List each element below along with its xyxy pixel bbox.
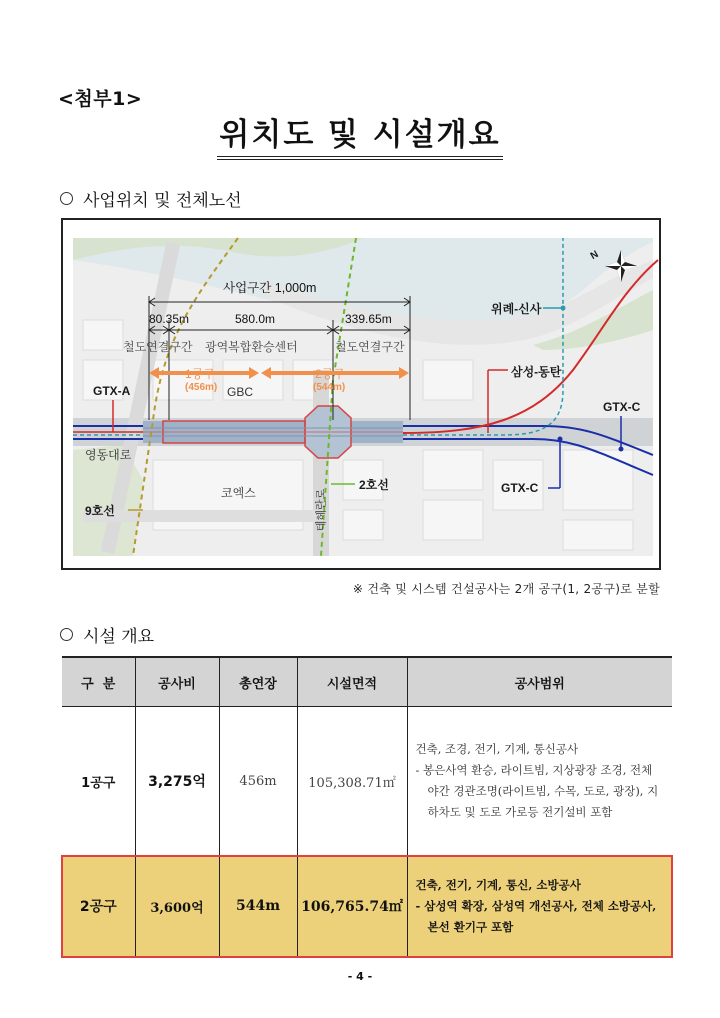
cell-area: 105,308.71㎡ xyxy=(297,707,407,856)
yeongdong-daero-label: 영동대로 xyxy=(85,448,132,462)
samsung-dongtan-label: 삼성-동탄 xyxy=(511,365,562,379)
cell-scope xyxy=(407,707,672,856)
circle-bullet-icon xyxy=(60,192,73,205)
header-division: 구 분 xyxy=(62,657,135,707)
header-cost: 공사비 xyxy=(135,657,219,707)
lot2-label: 2공구 xyxy=(315,367,345,381)
table-header-row xyxy=(62,657,672,707)
zone-label-rail-link-east: 철도연결구간 xyxy=(335,340,405,354)
construction-split-note: ※ 건축 및 시스템 건설공사는 2개 공구(1, 2공구)로 분할 xyxy=(352,582,660,596)
cell-length: 456m xyxy=(219,707,297,856)
zone-label-rail-link-west: 철도연결구간 xyxy=(123,340,193,354)
cell-area: 106,765.74㎡ xyxy=(297,856,407,957)
table-row xyxy=(62,707,672,856)
section-heading-text: 사업위치 및 전체노선 xyxy=(83,191,242,211)
teheran-ro-label: 테헤란로 xyxy=(315,488,328,532)
gbc-label: GBC xyxy=(227,385,254,399)
circle-bullet-icon xyxy=(60,628,73,641)
section-heading-location xyxy=(60,186,242,211)
wirye-sinsa-label: 위례-신사 xyxy=(491,302,542,316)
lot2-length: (544m) xyxy=(313,382,346,393)
page-number: - 4 - xyxy=(347,970,373,983)
section-heading-facility xyxy=(60,622,154,647)
cell-division: 2공구 xyxy=(62,856,135,957)
header-area: 시설면적 xyxy=(297,657,407,707)
project-section-label: 사업구간 1,000m xyxy=(223,281,317,295)
section-heading-text: 시설 개요 xyxy=(83,627,155,647)
facility-overview-table xyxy=(62,656,672,957)
cell-scope xyxy=(407,856,672,957)
attachment-label: <첨부1> xyxy=(58,88,143,110)
scope-main: 건축, 조경, 전기, 기계, 통신공사 xyxy=(415,742,579,756)
compass-north-label: N xyxy=(588,248,601,263)
page-title: 위치도 및 시설개요 xyxy=(217,118,502,160)
line2-label: 2호선 xyxy=(359,478,389,492)
gtx-c-south-label: GTX-C xyxy=(501,481,539,495)
gtx-a-label: GTX-A xyxy=(93,384,131,398)
header-scope: 공사범위 xyxy=(407,657,672,707)
scope-main: 건축, 전기, 기계, 통신, 소방공사 xyxy=(415,877,581,892)
scope-detail: - 삼성역 확장, 삼성역 개선공사, 전체 소방공사, 본선 환기구 포함 xyxy=(415,898,657,934)
zone-label-transfer-center: 광역복합환승센터 xyxy=(205,340,298,354)
header-length: 총연장 xyxy=(219,657,297,707)
page-title-wrap xyxy=(0,118,720,160)
dimension-label-3: 339.65m xyxy=(345,312,392,326)
cell-length: 544m xyxy=(219,856,297,957)
cell-cost: 3,600억 xyxy=(135,856,219,957)
cell-division: 1공구 xyxy=(62,707,135,856)
cell-cost: 3,275억 xyxy=(135,707,219,856)
scope-detail: - 봉은사역 환승, 라이트빔, 지상광장 조경, 전체 야간 경관조명(라이트빔, 수목, 도로, 광장), 지하차도 및 도로 가로등 전기설비 포함 xyxy=(415,763,659,819)
gtx-c-north-label: GTX-C xyxy=(603,400,641,414)
dimension-label-1: 80.35m xyxy=(149,312,190,326)
line9-label: 9호선 xyxy=(85,504,115,518)
coex-label: 코엑스 xyxy=(221,486,256,500)
lot1-label: 1공구 xyxy=(185,367,215,381)
dimension-label-2: 580.0m xyxy=(235,312,276,326)
location-map xyxy=(61,218,661,570)
map-graphic xyxy=(63,220,661,570)
table-row-highlighted xyxy=(62,856,672,957)
lot1-length: (456m) xyxy=(185,382,218,393)
